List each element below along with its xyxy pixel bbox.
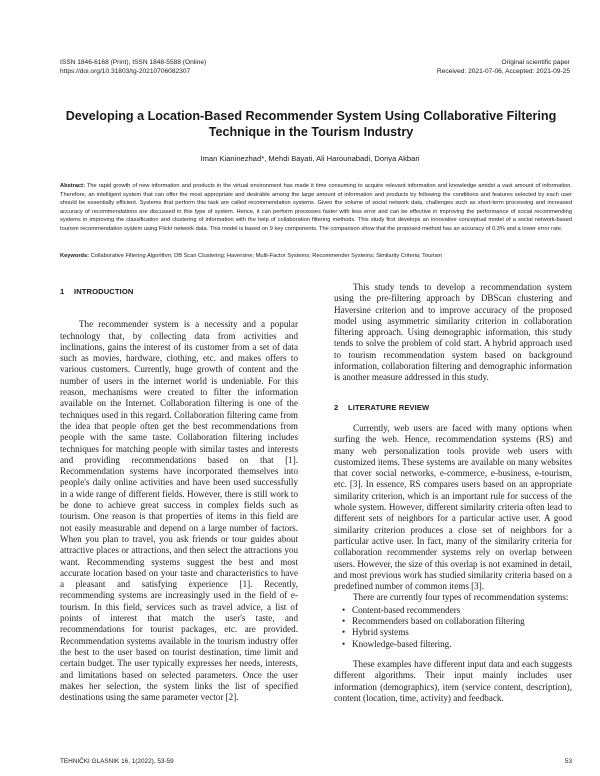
- header-right: [437, 58, 570, 76]
- paper-type: Original scientific paper: [501, 59, 570, 66]
- issn-line: ISSN 1846-6168 (Print), ISSN 1848-5588 (Online): [60, 59, 207, 66]
- keywords-text: Collaborative Filtering Algorithm; DB Scan Clustering; Haversine; Multi-Factor Systems; Recommender Systems; Similarity Criteria; Tourism: [90, 253, 443, 259]
- list-item: • Recommenders based on collaboration filtering: [342, 616, 525, 627]
- author-list: Iman Kianinezhad*, Mehdi Bayati, Ali Harounabadi, Donya Akbari: [200, 154, 420, 163]
- section-heading-introduction: [60, 286, 298, 297]
- intro-paragraph: This study tends to develop a recommendation system using the pre-filtering approach by DBScan clustering and Haversine criterion and to improve accuracy of the proposed model using asymmetric similarity criterion in collaboration filtering approach. Using demographic information, this study tends to solve the problem of cold start. A hybrid approach used to tourism recommendation system based on background information, collaboration filtering and demographic information is another measure addressed in this study.: [334, 282, 572, 383]
- bullet-icon: •: [342, 616, 346, 627]
- right-column: [334, 282, 572, 704]
- literature-paragraph: Currently, web users are faced with many options when surfing the web. Hence, recommendation systems (RS) and many web personalization tools provide web users with customized items. These systems are available on many websites that cover social networks, e-commerce, e-business, e-tourism, etc. [3]. In essence, RS compares users based on an appropriate similarity criterion, which is an important rule for success of the whole system. However, different similarity criteria often lead to different sets of neighbors for a particular active user. A good similarity criterion produces a close set of neighbors for a particular active user. In fact, many of the similarity criteria for collaboration recommender systems rely on overlap between users. However, the size of this overlap is not examined in detail, and most previous work has studied similarity criteria based on a predefined number of common items [3].: [334, 422, 572, 592]
- keywords-label: Keywords:: [60, 253, 90, 259]
- header-left: [60, 58, 206, 76]
- abstract-text: The rapid growth of new information and products in the virtual environment has made it time consuming to acquire relevant information and knowledge amidst a vast amount of information. Therefore, an intelligent system that can offer the most appropriate and desirable among the large amount of information and products by following the conditions and features selected by each user should be essentially efficient. Systems that perform this task are called recommendation systems. Given the volume of social network data, challenges such as short-term processing and increased accuracy of recommendations are discussed in this type of system. Hence, it can perform processes faster with less error and can be effective in improving the performance of social recommending systems in improving the classification and clustering of information with the help of collaboration filtering methods. This study first develops an innovative conceptual model of a social network-based tourism recommendation system using Flickr network data. This model is based on 9 key components. The comparison show that the proposed method has an accuracy of 0.3% and a lower error rate.: [60, 183, 572, 232]
- received-accepted-dates: Received: 2021-07-06, Accepted: 2021-09-25: [436, 68, 570, 76]
- abstract: [60, 182, 572, 234]
- paper-title: Developing a Location-Based Recommender System Using Collaborative Filtering Technique in the Tourism Industry: [65, 109, 557, 139]
- section-heading-literature-review: [334, 402, 572, 413]
- literature-paragraph: There are currently four types of recommendation systems:: [353, 592, 569, 603]
- abstract-label: Abstract:: [60, 183, 85, 189]
- list-item: • Content-based recommenders: [342, 604, 461, 615]
- doi-link[interactable]: https://doi.org/10.31803/tg-20210706082307: [60, 68, 191, 76]
- literature-paragraph: These examples have different input data and each suggests different algorithms. Their input mainly includes user information (demographics), item (service content, description), content (location, time, activity) and feedback.: [334, 658, 572, 703]
- list-item: • Hybrid systems: [342, 627, 409, 638]
- page-number: 53: [564, 758, 572, 765]
- section-number: 1: [60, 287, 65, 296]
- intro-paragraph: The recommender system is a necessity and a popular technology that, by collecting data from activities and inclinations, gains the interest of its customer from a set of data such as movies, hardware, clothing, etc. and makes offers to various customers. Currently, huge growth of content and the number of users in the internet world is undeniable. For this reason, mechanisms were created to filter the information available on the Internet. Collaboration filtering is one of the techniques used in this regard. Collaboration filtering came from the idea that people often get the best recommendations from people with the same taste. Collaboration filtering includes techniques for matching people with similar tastes and interests and providing recommendations based on that [1]. Recommendation systems have incorporated themselves into people's daily online activities and have been used successfully in a wide range of different fields. However, there is still work to be done to achieve great success in complex fields such as tourism. One reason is that properties of items in this field are not easily measurable and depend on a large number of factors. When you plan to travel, you ask friends or tour guides about attractive places or attractions, and then select the attractions you want. Recommending systems suggest the best and most accurate location based on your taste and characteristics to have a pleasant and satisfying experience [1]. Recently, recommending systems are increasingly used in the field of e-tourism. In this field, services such as travel advice, a list of points of interest that match the user's taste, and recommendations for tourist packages, etc. are provided. Recommendation systems available in the tourism industry offer the best to the user based on tourist destination, time limit and certain budget. The user typically expresses her needs, interests, and limitations based on selected parameters. Once the user makes her selection, the system links the list of specified destinations using the same parameter vector [2].: [60, 319, 298, 703]
- bullet-icon: •: [342, 627, 346, 638]
- list-item: • Knowledge-based filtering.: [342, 638, 452, 649]
- recommender-types-list: [342, 605, 572, 650]
- footer-journal: TEHNIČKI GLASNIK 16, 1(2022), 53-59: [60, 758, 174, 765]
- bullet-icon: •: [342, 638, 346, 649]
- section-number: 2: [334, 402, 339, 412]
- bullet-icon: •: [342, 604, 346, 615]
- section-title: INTRODUCTION: [74, 287, 134, 296]
- section-title: LITERATURE REVIEW: [348, 402, 430, 412]
- keywords: [60, 252, 572, 261]
- left-column: [60, 282, 298, 703]
